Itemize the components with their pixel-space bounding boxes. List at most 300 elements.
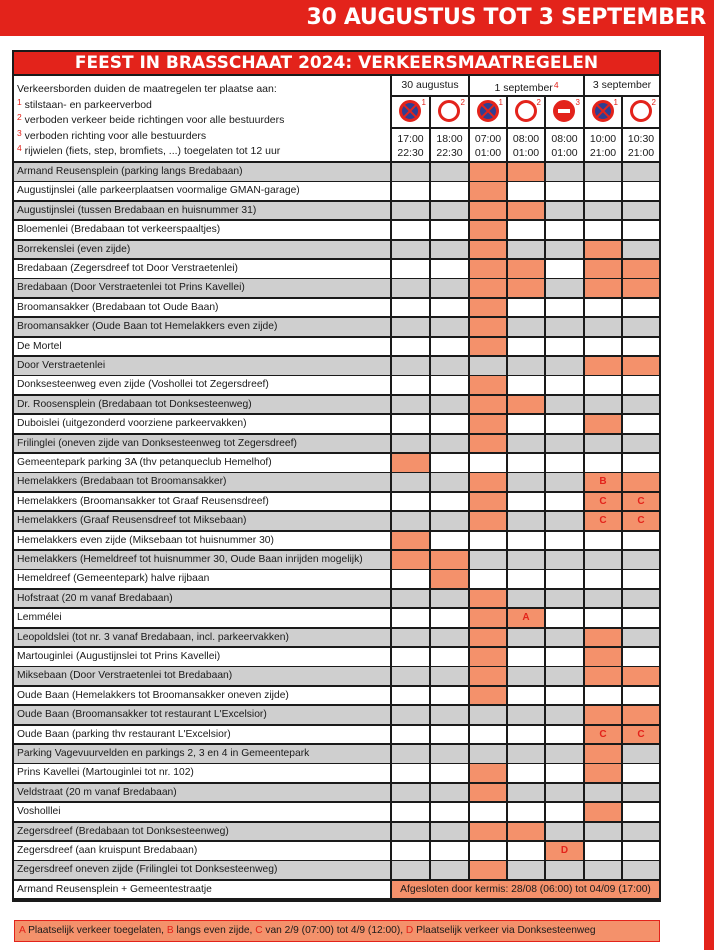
measure-cell: [585, 182, 621, 200]
measure-cell-active: [623, 260, 659, 278]
measure-cell: [431, 182, 468, 200]
measure-cell: [508, 473, 544, 491]
day-header: 1 september$^4$: [470, 76, 583, 95]
street-name: Broomansakker (Oude Baan tot Hemelakkers even zijde): [14, 318, 390, 336]
measure-cell: [623, 764, 659, 782]
measure-cell: [623, 609, 659, 627]
measure-cell: [623, 551, 659, 569]
measure-cell: [585, 299, 621, 317]
street-name: Prins Kavellei (Martouginlei tot nr. 102): [14, 764, 390, 782]
measure-cell: [508, 648, 544, 666]
sign-number: 2: [651, 98, 656, 107]
measure-cell: [392, 376, 429, 394]
measure-cell: [392, 706, 429, 724]
street-name: Hofstraat (20 m vanaf Bredabaan): [14, 590, 390, 608]
time-header-cell: 08:00 01:00: [508, 129, 544, 161]
sign-header-cell: [585, 97, 621, 127]
measure-cell: [585, 163, 621, 181]
measure-cell: [546, 551, 583, 569]
measure-cell: [623, 590, 659, 608]
measure-cell-active: [585, 415, 621, 433]
measure-cell: [585, 202, 621, 220]
measure-cell-active: [431, 570, 468, 588]
measure-cell: [431, 415, 468, 433]
measure-cell: [431, 493, 468, 511]
measure-cell-active: [470, 764, 506, 782]
measure-cell: [508, 706, 544, 724]
measure-cell: [508, 764, 544, 782]
measure-cell: [392, 396, 429, 414]
measure-cell-active: [508, 163, 544, 181]
no-entry-icon: [553, 100, 575, 122]
measure-cell: [392, 299, 429, 317]
measure-cell: [508, 512, 544, 530]
measure-cell: [623, 163, 659, 181]
measure-cell: [546, 803, 583, 821]
measure-cell: [392, 493, 429, 511]
measure-cell: [546, 357, 583, 375]
measure-cell-active: [431, 551, 468, 569]
sign-number: 2: [460, 98, 465, 107]
measure-cell: [470, 803, 506, 821]
no-vehicles-icon: [515, 100, 537, 122]
measure-cell-active: D: [546, 842, 583, 860]
measure-cell: [546, 241, 583, 259]
measure-cell: [431, 241, 468, 259]
measure-cell: [508, 861, 544, 879]
measure-cell-active: [585, 648, 621, 666]
no-parking-icon: [399, 100, 421, 122]
measure-cell: [508, 318, 544, 336]
street-name: Bloemenlei (Bredabaan tot verkeerspaaltjes): [14, 221, 390, 239]
measure-cell: [392, 726, 429, 744]
sign-header-cell: [470, 97, 506, 127]
measure-cell: [392, 279, 429, 297]
measure-cell: [392, 512, 429, 530]
measure-cell: [508, 357, 544, 375]
measure-cell: [431, 357, 468, 375]
measure-cell: [508, 493, 544, 511]
measure-cell: [508, 221, 544, 239]
measure-cell: [546, 687, 583, 705]
no-vehicles-icon: [438, 100, 460, 122]
sign-header-cell: [392, 97, 429, 127]
measure-cell: [431, 842, 468, 860]
measure-cell: [470, 551, 506, 569]
measure-cell: [546, 279, 583, 297]
street-name: Hemelakkers (Graaf Reusensdreef tot Miksebaan): [14, 512, 390, 530]
measure-cell-active: [470, 435, 506, 453]
measure-cell: [470, 842, 506, 860]
sign-number: 2: [536, 98, 541, 107]
measure-cell-active: C: [623, 493, 659, 511]
time-header-cell: 17:00 22:30: [392, 129, 429, 161]
measure-cell: [508, 570, 544, 588]
measure-cell: [546, 376, 583, 394]
measure-cell: [546, 435, 583, 453]
measure-cell: [585, 454, 621, 472]
measure-cell-active: [470, 396, 506, 414]
measure-cell: [508, 532, 544, 550]
footnote-bar: A Plaatselijk verkeer toegelaten, B langs even zijde, C van 2/9 (07:00) tot 4/9 (12:00), D Plaatselijk verkeer via Donksesteenweg: [14, 920, 660, 942]
measure-cell-active: [623, 357, 659, 375]
measure-cell-active: [470, 299, 506, 317]
measure-cell: [585, 609, 621, 627]
time-header-cell: 08:00 01:00: [546, 129, 583, 161]
measure-cell: [392, 803, 429, 821]
measure-cell-active: C: [585, 493, 621, 511]
measure-cell: [470, 570, 506, 588]
legend-intro: Verkeersborden duiden de maatregelen ter plaatse aan:: [17, 83, 277, 95]
measure-cell: [508, 842, 544, 860]
measure-cell: [623, 338, 659, 356]
street-name: Zegersdreef oneven zijde (Frilinglei tot Donksesteenweg): [14, 861, 390, 879]
measure-cell-active: [470, 667, 506, 685]
legend-item-1: $^1$ stilstaan- en parkeerverbod: [17, 96, 152, 111]
measure-cell: [585, 823, 621, 841]
measure-cell: [392, 163, 429, 181]
street-name: Oude Baan (Hemelakkers tot Broomansakker oneven zijde): [14, 687, 390, 705]
legend-item-3: $^3$ verboden richting voor alle bestuurders: [17, 127, 207, 142]
measure-cell: [585, 784, 621, 802]
measure-cell: [585, 861, 621, 879]
measure-cell: [546, 648, 583, 666]
measure-cell: [431, 279, 468, 297]
measure-cell: [546, 473, 583, 491]
street-name: Bredabaan (Zegersdreef tot Door Verstraetenlei): [14, 260, 390, 278]
measure-cell-active: [508, 279, 544, 297]
measure-cell: [546, 706, 583, 724]
measure-cell-active: [508, 823, 544, 841]
measure-cell: [392, 764, 429, 782]
measure-cell: [623, 745, 659, 763]
measure-cell-active: [470, 260, 506, 278]
measure-cell: [431, 726, 468, 744]
measure-cell: [623, 648, 659, 666]
street-name: Hemelakkers (Hemeldreef tot huisnummer 30, Oude Baan inrijden mogelijk): [14, 551, 390, 569]
measure-cell-active: [470, 861, 506, 879]
measure-cell: [470, 745, 506, 763]
street-name: Frilinglei (oneven zijde van Donksesteenweg tot Zegersdreef): [14, 435, 390, 453]
measure-cell: [623, 803, 659, 821]
street-name: Gemeentepark parking 3A (thv petanqueclub Hemelhof): [14, 454, 390, 472]
measure-cell-active: [470, 338, 506, 356]
top-banner: [0, 0, 714, 36]
street-name: Augustijnslei (tussen Bredabaan en huisnummer 31): [14, 202, 390, 220]
measure-cell-active: [470, 687, 506, 705]
measure-cell-active: [470, 784, 506, 802]
measure-cell: [623, 435, 659, 453]
measure-cell: [431, 299, 468, 317]
measure-cell: [585, 318, 621, 336]
measure-cell: [392, 221, 429, 239]
measure-cell: [470, 532, 506, 550]
measure-cell: [508, 687, 544, 705]
measure-cell-active: [585, 260, 621, 278]
measure-cell-active: [623, 667, 659, 685]
measure-cell: [546, 318, 583, 336]
sign-number: 1: [498, 98, 503, 107]
measure-cell: [392, 435, 429, 453]
measure-cell: [508, 182, 544, 200]
measure-cell: [546, 493, 583, 511]
measure-cell-active: [585, 745, 621, 763]
sign-number: 1: [421, 98, 426, 107]
measure-cell: [585, 435, 621, 453]
measure-cell: [431, 163, 468, 181]
measure-cell-active: [585, 241, 621, 259]
street-name: Zegersdreef (aan kruispunt Bredabaan): [14, 842, 390, 860]
table-title: FEEST IN BRASSCHAAT 2024: VERKEERSMAATREGELEN: [14, 52, 659, 74]
measure-cell: [431, 648, 468, 666]
measure-cell: [431, 629, 468, 647]
measure-cell-active: [470, 279, 506, 297]
measure-cell: [546, 570, 583, 588]
measure-cell: [392, 182, 429, 200]
measure-cell-active: [585, 764, 621, 782]
measure-cell-active: [623, 706, 659, 724]
measure-cell: [623, 241, 659, 259]
measure-cell: [623, 823, 659, 841]
no-parking-icon: [592, 100, 614, 122]
measure-cell: [585, 376, 621, 394]
measure-cell: [585, 842, 621, 860]
measure-cell: [431, 706, 468, 724]
measure-cell: [585, 590, 621, 608]
measure-cell: [585, 221, 621, 239]
measure-cell: [546, 823, 583, 841]
measure-cell: [508, 590, 544, 608]
measure-cell: [431, 454, 468, 472]
measure-cell: [585, 396, 621, 414]
measure-cell: [508, 551, 544, 569]
street-name: Parking Vagevuurvelden en parkings 2, 3 en 4 in Gemeentepark: [14, 745, 390, 763]
measure-cell: [431, 764, 468, 782]
measure-cell: [392, 590, 429, 608]
measure-cell: [392, 357, 429, 375]
street-name: Oude Baan (parking thv restaurant L'Excelsior): [14, 726, 390, 744]
measure-cell: [508, 726, 544, 744]
measure-cell-active: [508, 202, 544, 220]
measure-cell: [431, 803, 468, 821]
street-name: Armand Reusensplein + Gemeentestraatje: [14, 881, 390, 899]
measure-cell: [508, 376, 544, 394]
measure-cell-active: [470, 629, 506, 647]
measure-cell: [392, 473, 429, 491]
measure-cell: [392, 202, 429, 220]
measure-cell: [392, 241, 429, 259]
measure-cell: [431, 532, 468, 550]
measure-cell: [623, 842, 659, 860]
time-header-cell: 10:30 21:00: [623, 129, 659, 161]
sign-header-cell: [623, 97, 659, 127]
measure-cell-active: [470, 415, 506, 433]
measure-cell-active: [585, 357, 621, 375]
legend-item-2: $^2$ verboden verkeer beide richtingen voor alle bestuurders: [17, 112, 285, 127]
measure-cell-active: C: [623, 512, 659, 530]
measure-cell: [546, 221, 583, 239]
measure-cell: [431, 745, 468, 763]
measure-cell: [546, 338, 583, 356]
street-name: Veldstraat (20 m vanaf Bredabaan): [14, 784, 390, 802]
measure-cell-active: [470, 241, 506, 259]
sign-header-cell: [508, 97, 544, 127]
measure-cell-active: [470, 202, 506, 220]
measure-cell: [431, 260, 468, 278]
measure-cell: [431, 823, 468, 841]
measure-cell: [508, 435, 544, 453]
measure-cell: [546, 415, 583, 433]
measure-cell: [623, 299, 659, 317]
measure-cell-active: [392, 551, 429, 569]
street-name: De Mortel: [14, 338, 390, 356]
measure-cell: [392, 260, 429, 278]
measure-cell: [508, 415, 544, 433]
measure-cell: [392, 687, 429, 705]
measure-cell: [585, 338, 621, 356]
measure-cell: [431, 590, 468, 608]
banner-title: 30 AUGUSTUS TOT 3 SEPTEMBER: [306, 5, 706, 30]
measure-cell: [431, 338, 468, 356]
street-name: Donksesteenweg even zijde (Voshollei tot Zegersdreef): [14, 376, 390, 394]
measure-cell-active: [392, 532, 429, 550]
street-name: Bredabaan (Door Verstraetenlei tot Prins Kavellei): [14, 279, 390, 297]
measure-cell-active: [508, 260, 544, 278]
measure-cell: [585, 551, 621, 569]
measure-cell: [431, 512, 468, 530]
measure-cell: [623, 415, 659, 433]
sign-header-cell: [546, 97, 583, 127]
measure-cell: [623, 861, 659, 879]
measure-cell-active: [585, 667, 621, 685]
measure-cell: [623, 376, 659, 394]
measure-cell: [546, 202, 583, 220]
measure-cell-active: B: [585, 473, 621, 491]
street-name: Oude Baan (Broomansakker tot restaurant L'Excelsior): [14, 706, 390, 724]
measure-cell-active: [392, 454, 429, 472]
measure-cell: [546, 667, 583, 685]
measure-cell-active: [470, 493, 506, 511]
measure-cell-active: [585, 629, 621, 647]
measure-cell: [546, 299, 583, 317]
no-parking-icon: [477, 100, 499, 122]
measure-cell: [546, 512, 583, 530]
measure-cell: [546, 532, 583, 550]
measure-cell: [508, 241, 544, 259]
measure-cell: [623, 687, 659, 705]
measure-cell-active: [623, 279, 659, 297]
measure-cell: [546, 726, 583, 744]
measure-cell: [623, 221, 659, 239]
measure-cell-active: [470, 318, 506, 336]
measure-cell: [431, 473, 468, 491]
measure-cell-active: [470, 221, 506, 239]
measure-cell: [623, 318, 659, 336]
measure-cell: [392, 745, 429, 763]
street-name: Martouginlei (Augustijnslei tot Prins Kavellei): [14, 648, 390, 666]
measure-cell: [623, 570, 659, 588]
measure-cell: [585, 687, 621, 705]
measure-cell-active: [470, 823, 506, 841]
measure-cell: [623, 784, 659, 802]
measure-cell: [470, 706, 506, 724]
street-name: Door Verstraetenlei: [14, 357, 390, 375]
measure-cell-active: [470, 473, 506, 491]
measure-cell: [546, 163, 583, 181]
day-header: 3 september: [585, 76, 659, 95]
measure-cell: [431, 667, 468, 685]
measure-cell-active: [585, 279, 621, 297]
measure-cell: [392, 823, 429, 841]
measure-cell: [431, 784, 468, 802]
street-name: Leopoldslei (tot nr. 3 vanaf Bredabaan, incl. parkeervakken): [14, 629, 390, 647]
no-vehicles-icon: [630, 100, 652, 122]
time-header-cell: 10:00 21:00: [585, 129, 621, 161]
street-name: Broomansakker (Bredabaan tot Oude Baan): [14, 299, 390, 317]
measure-cell: [546, 861, 583, 879]
street-name: Miksebaan (Door Verstraetenlei tot Bredabaan): [14, 667, 390, 685]
street-name: Borrekenslei (even zijde): [14, 241, 390, 259]
measure-cell-active: A: [508, 609, 544, 627]
street-name: Zegersdreef (Bredabaan tot Donksesteenweg): [14, 823, 390, 841]
measure-cell: [392, 318, 429, 336]
measure-cell: [392, 338, 429, 356]
measure-cell-active: [470, 648, 506, 666]
measure-cell: [546, 182, 583, 200]
measure-cell: [623, 396, 659, 414]
measure-cell: [623, 629, 659, 647]
street-name: Armand Reusensplein (parking langs Bredabaan): [14, 163, 390, 181]
street-name: Dr. Roosensplein (Bredabaan tot Donksesteenweg): [14, 396, 390, 414]
street-name: Hemelakkers (Bredabaan tot Broomansakker): [14, 473, 390, 491]
sign-header-cell: [431, 97, 468, 127]
measure-cell: [431, 435, 468, 453]
measure-cell: [392, 570, 429, 588]
measure-cell: [546, 764, 583, 782]
measure-cell-active: [585, 706, 621, 724]
measure-cell: [585, 570, 621, 588]
measure-cell: [392, 842, 429, 860]
time-header-cell: 18:00 22:30: [431, 129, 468, 161]
legend-item-4: $^4$ rijwielen (fiets, step, bromfiets, ...) toegelaten tot 12 uur: [17, 143, 281, 158]
kermis-closure-note: Afgesloten door kermis: 28/08 (06:00) tot 04/09 (17:00): [392, 881, 659, 899]
measure-cell-active: [470, 609, 506, 627]
measure-cell: [431, 687, 468, 705]
sign-number: 3: [575, 98, 580, 107]
measure-cell: [546, 260, 583, 278]
measure-cell: [623, 532, 659, 550]
measure-cell-active: [470, 376, 506, 394]
measure-cell-active: [470, 163, 506, 181]
measure-cell-active: [585, 803, 621, 821]
measure-cell: [431, 396, 468, 414]
measure-cell: [431, 609, 468, 627]
measure-cell: [392, 648, 429, 666]
measure-cell: [546, 629, 583, 647]
day-header: 30 augustus: [392, 76, 468, 95]
measure-cell-active: C: [585, 726, 621, 744]
measure-cell: [508, 745, 544, 763]
measure-cell-active: [623, 473, 659, 491]
measure-cell: [431, 861, 468, 879]
measure-cell: [392, 609, 429, 627]
measure-cell: [392, 784, 429, 802]
sign-legend: [14, 76, 390, 161]
street-name: Hemelakkers (Broomansakker tot Graaf Reusensdreef): [14, 493, 390, 511]
measure-cell: [508, 299, 544, 317]
measure-cell: [623, 182, 659, 200]
street-name: Hemeldreef (Gemeentepark) halve rijbaan: [14, 570, 390, 588]
